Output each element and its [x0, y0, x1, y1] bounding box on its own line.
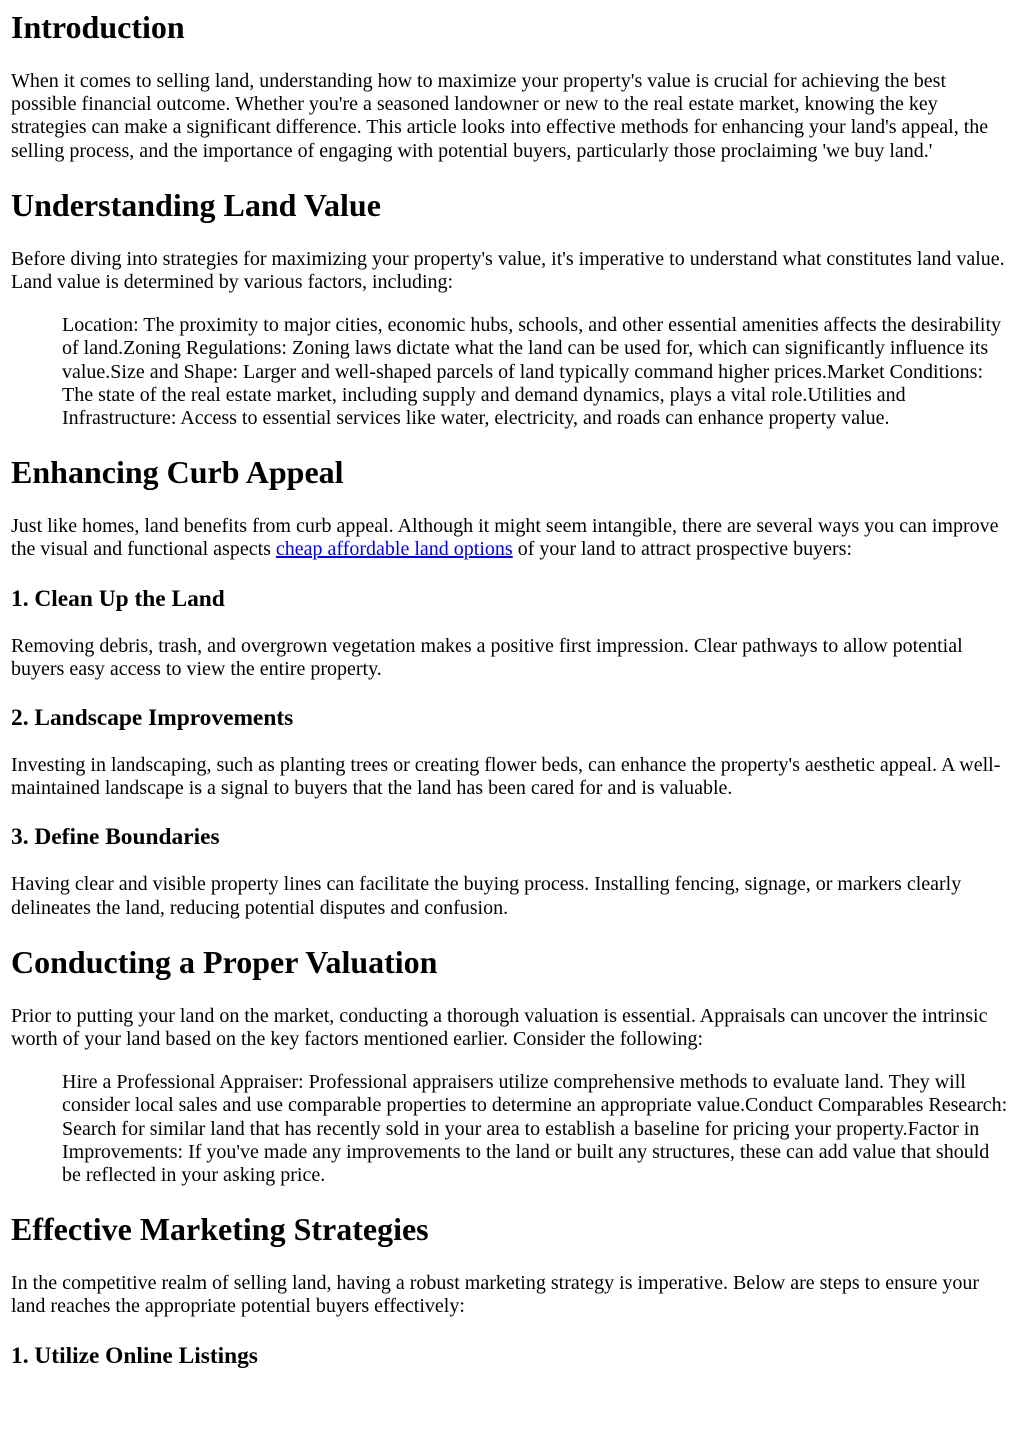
- land-value-factors-blockquote: Location: The proximity to major cities, economic hubs, schools, and other essential amenities affects the desirability of land.Zoning Regulations: Zoning laws dictate what the land can be used for, which can significantly influence its value.Size and Shape: Larger and well-shaped parcels of land typically command higher prices.Market Conditions: The state of the real estate market, including supply and demand dynamics, plays a vital role.Utilities and Infrastructure: Access to essential services like water, electricity, and roads can enhance property value.: [62, 314, 1002, 430]
- marketing-paragraph: In the competitive realm of selling land, having a robust marketing strategy is imperative. Below are steps to ensure your land reaches the appropriate potential buyers effectively:: [11, 1272, 980, 1318]
- landscape-improvements-heading: 2. Landscape Improvements: [11, 705, 294, 732]
- marketing-heading: Effective Marketing Strategies: [11, 1211, 429, 1248]
- curb-appeal-text-after-link: of your land to attract prospective buyers:: [512, 538, 853, 561]
- introduction-heading: Introduction: [11, 9, 185, 45]
- valuation-items-blockquote: Hire a Professional Appraiser: Professional appraisers utilize comprehensive methods to evaluate land. They will consider local sales and use comparable properties to determine an appropriate value.Conduct Comparables Research: Search for similar land that has recently sold in your area to establish a baseline for pricing your property.Factor in Improvements: If you've made any improvements to the land or built any structures, these can add value that should be reflected in your asking price.: [62, 1071, 1008, 1187]
- land-value-heading: Understanding Land Value: [11, 186, 381, 223]
- landscape-improvements-paragraph: Investing in landscaping, such as planting trees or creating flower beds, can enhance the property's aesthetic appeal. A well-maintained landscape is a signal to buyers that the land has been cared for and is valuable.: [11, 754, 1001, 800]
- clean-up-heading: 1. Clean Up the Land: [11, 585, 225, 612]
- define-boundaries-paragraph: Having clear and visible property lines can facilitate the buying process. Installing fencing, signage, or markers clearly delineates the land, reducing potential disputes and confusion.: [11, 873, 962, 919]
- curb-appeal-paragraph: [11, 515, 1013, 561]
- define-boundaries-heading: 3. Define Boundaries: [11, 824, 220, 851]
- introduction-paragraph: When it comes to selling land, understanding how to maximize your property's value is crucial for achieving the best possible financial outcome. Whether you're a seasoned landowner or new to the real estate market, knowing the key strategies can make a significant difference. This article looks into effective methods for enhancing your land's appeal, the selling process, and the importance of engaging with potential buyers, particularly those proclaiming 'we buy land.': [11, 70, 989, 162]
- valuation-heading: Conducting a Proper Valuation: [11, 943, 438, 980]
- cheap-affordable-land-options-link[interactable]: cheap affordable land options: [275, 538, 513, 561]
- valuation-paragraph: Prior to putting your land on the market, conducting a thorough valuation is essential. Appraisals can uncover the intrinsic worth of your land based on the key factors mentioned earlier. Consider the following:: [11, 1004, 988, 1051]
- curb-appeal-heading: Enhancing Curb Appeal: [11, 454, 344, 491]
- clean-up-paragraph: Removing debris, trash, and overgrown vegetation makes a positive first impression. Clear pathways to allow potential buyers easy access to view the entire property.: [11, 634, 963, 680]
- online-listings-heading: 1. Utilize Online Listings: [11, 1342, 258, 1369]
- curb-appeal-text-before-link: Just like homes, land benefits from curb appeal. Although it might seem intangible, there are several ways you can improve the visual and functional aspects: [11, 515, 999, 561]
- land-value-paragraph: Before diving into strategies for maximizing your property's value, it's imperative to understand what constitutes land value. Land value is determined by various factors, including:: [11, 247, 1005, 294]
